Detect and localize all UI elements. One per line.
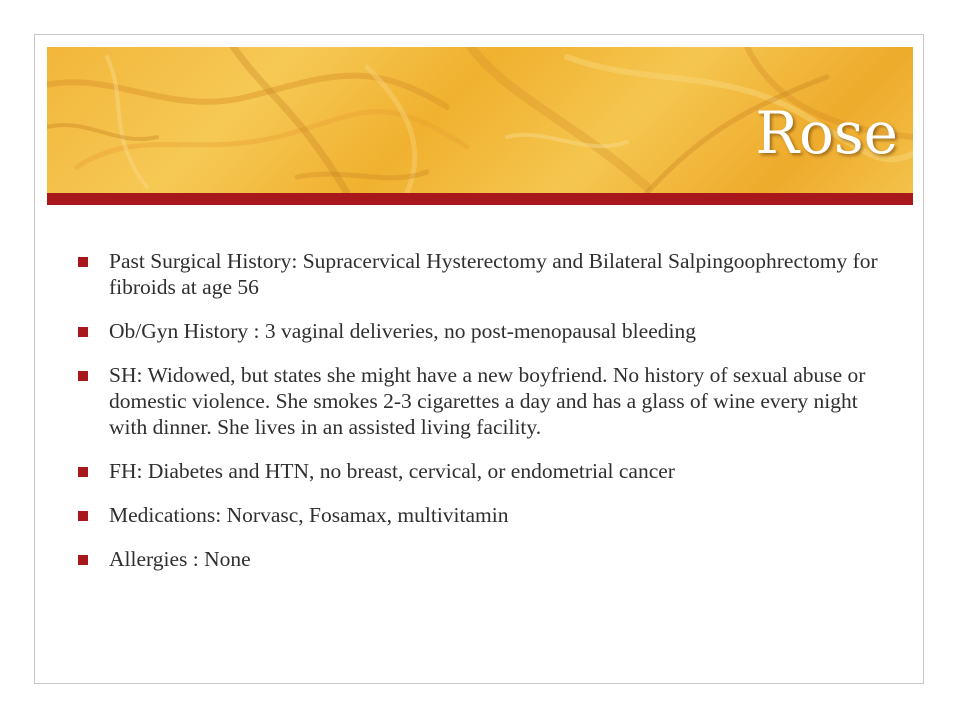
bullet-obgyn-history (78, 318, 898, 344)
bullet-family-history (78, 458, 898, 484)
slide-title: Rose (755, 99, 898, 167)
square-bullet-icon (78, 257, 88, 267)
square-bullet-icon (78, 555, 88, 565)
square-bullet-icon (78, 371, 88, 381)
square-bullet-icon (78, 511, 88, 521)
header-divider-bar (47, 193, 913, 205)
bullet-text: Past Surgical History: Supracervical Hysterectomy and Bilateral Salpingoophrectomy for fibroids at age 56 (109, 249, 878, 299)
bullet-social-history (78, 362, 898, 440)
bullet-text: FH: Diabetes and HTN, no breast, cervical, or endometrial cancer (109, 459, 675, 483)
bullet-list (78, 248, 898, 590)
bullet-text: Allergies : None (109, 547, 251, 571)
bullet-text: SH: Widowed, but states she might have a new boyfriend. No history of sexual abuse or domestic violence. She smokes 2-3 cigarettes a day and has a glass of wine every night with dinner. She lives in an assisted living facility. (109, 363, 866, 439)
square-bullet-icon (78, 327, 88, 337)
bullet-surgical-history (78, 248, 898, 300)
bullet-text: Ob/Gyn History : 3 vaginal deliveries, no post-menopausal bleeding (109, 319, 696, 343)
bullet-text: Medications: Norvasc, Fosamax, multivitamin (109, 503, 509, 527)
square-bullet-icon (78, 467, 88, 477)
bullet-medications (78, 502, 898, 528)
bullet-allergies (78, 546, 898, 572)
